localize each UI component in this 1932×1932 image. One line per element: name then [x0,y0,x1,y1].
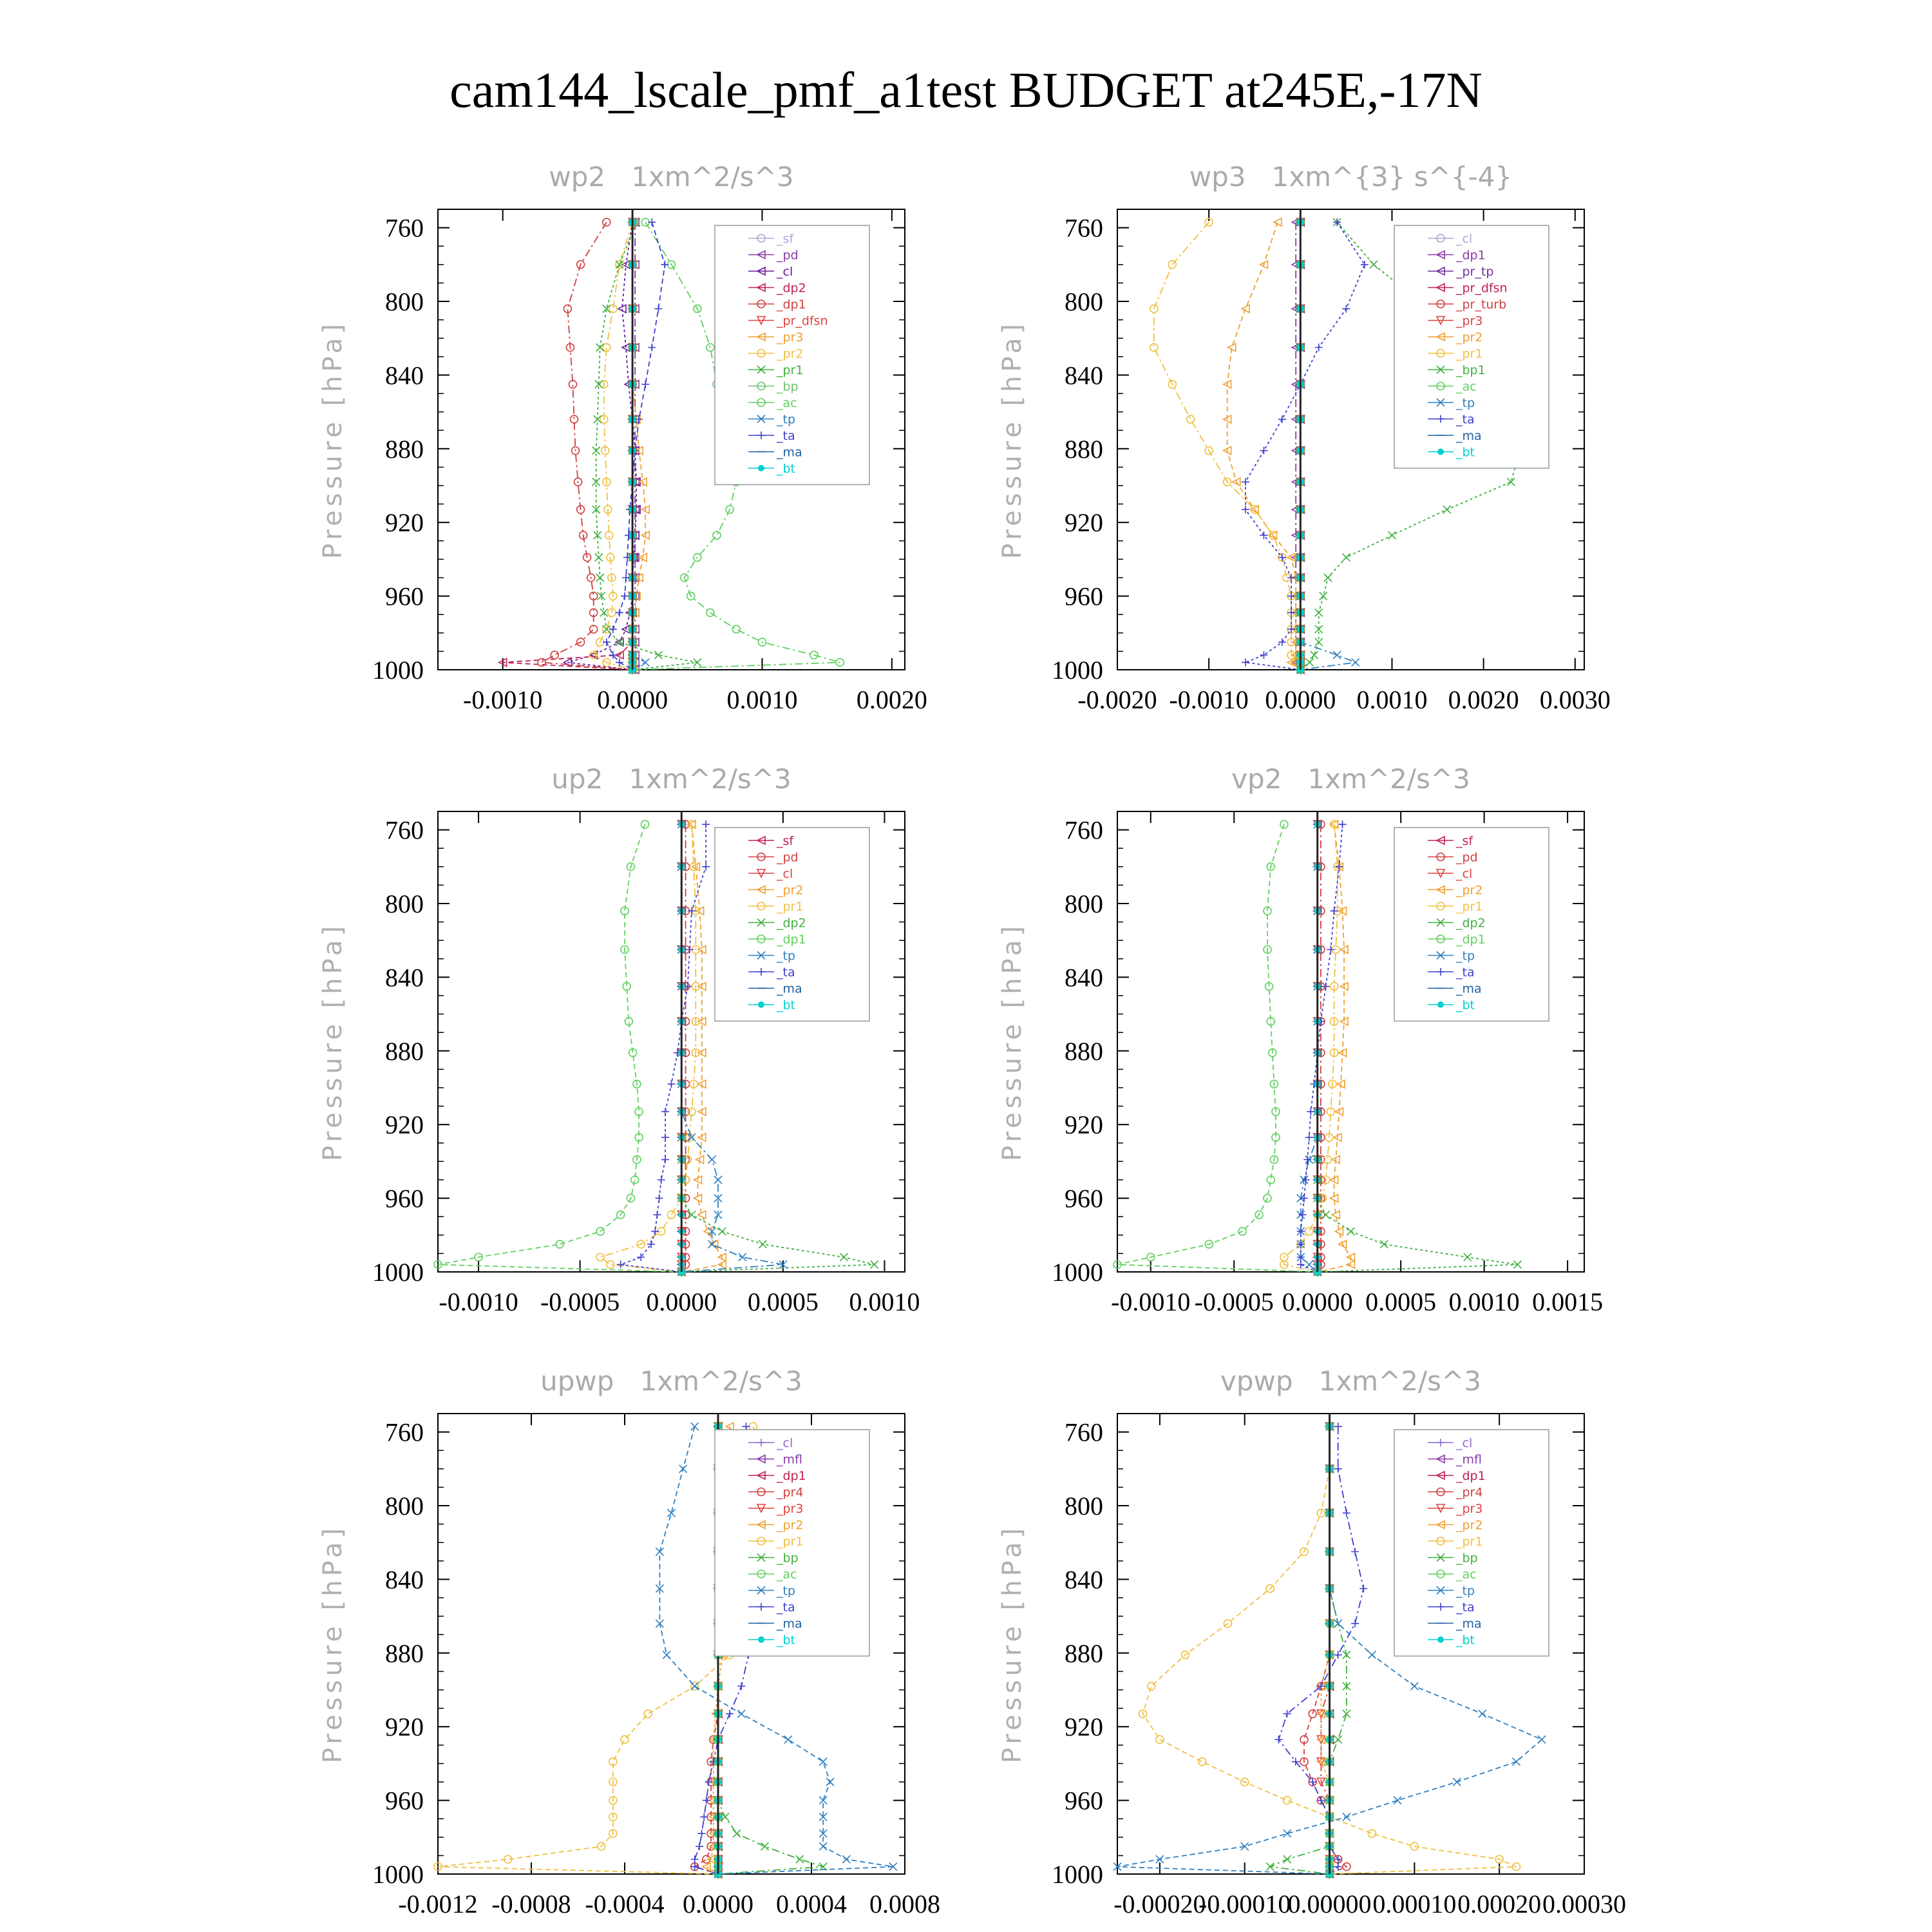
y-tick-label: 840 [1065,1565,1103,1595]
legend-label: _pr2 [777,1518,804,1533]
legend-label: _tp [1456,949,1475,963]
legend-label: _tp [1456,396,1475,410]
y-tick-label: 960 [385,1184,424,1213]
legend-label: _pr4 [1456,1485,1483,1500]
y-tick-label: 920 [385,508,424,538]
data-point [1394,1797,1401,1804]
legend-label: _cl [777,867,793,881]
data-point [1368,1651,1376,1659]
legend-label: _ta [777,429,795,443]
x-tick-label: 0.0005 [747,1287,819,1316]
y-tick-label: 840 [385,963,424,992]
data-point [1351,1620,1359,1627]
y-tick-label: 880 [1065,1036,1103,1066]
legend-label: _pr1 [777,1535,804,1549]
series-pr3 [1317,1423,1333,1878]
data-point [1343,1710,1350,1718]
data-point [1283,1830,1291,1837]
legend-label: _pr2 [777,346,804,361]
legend-label: _bt [777,998,796,1012]
legend-label: _bt [1456,1633,1475,1647]
legend-label: _mfl [777,1452,802,1467]
legend-label: _ta [777,1600,795,1615]
legend-label: _pr_dfsn [777,314,828,328]
x-tick-label: 0.0010 [849,1287,920,1316]
data-point [1351,1548,1359,1556]
legend-label: _pr3 [1456,314,1483,328]
legend-label: _bt [777,462,796,476]
legend-label: _mfl [1456,1452,1482,1467]
legend-label: _pd [777,248,799,263]
data-point [1198,1758,1206,1766]
y-tick-label: 800 [385,889,424,918]
legend-label: _pr2 [1456,330,1483,345]
y-tick-label: 760 [385,815,424,845]
x-tick-label: -0.0004 [585,1889,665,1918]
x-tick-label: -0.0010 [1111,1287,1191,1316]
y-tick-label: 760 [1065,213,1103,243]
legend-label: _pr4 [777,1485,804,1500]
x-tick-label: 0.0004 [776,1889,847,1918]
legend-label: _bp [777,1551,799,1566]
legend-label: _pd [777,850,799,865]
legend-label: _pr_turb [1456,298,1507,312]
legend-label: _pr2 [1456,1518,1483,1533]
data-point [1343,1509,1350,1517]
x-tick-label: 0.0000 [1282,1287,1353,1316]
data-point [1538,1736,1546,1743]
legend-label: _ma [777,1616,802,1631]
subplot-title: wp2 1xm^2/s^3 [549,161,794,193]
y-tick-label: 800 [1065,889,1103,918]
x-tick-label: 0.00020 [1457,1889,1542,1918]
x-tick-label: 0.0000 [646,1287,717,1316]
page-title: cam144_lscale_pmf_a1test BUDGET at245E,-17N [450,62,1482,118]
legend-label: _ma [777,981,802,996]
legend-label: _tp [777,412,796,427]
x-tick-label: 0.00010 [1372,1889,1457,1918]
y-axis-label: Pressure [hPa] [998,1524,1027,1763]
y-tick-label: 1000 [1052,1860,1103,1889]
series-ta [1274,1423,1367,1878]
data-point [1479,1710,1486,1718]
data-point [1334,1736,1342,1743]
legend-label: _dp2 [777,281,806,296]
legend-label: _tp [1456,1584,1475,1598]
legend-label: _bt [1456,998,1475,1012]
y-tick-label: 840 [1065,361,1103,390]
y-tick-label: 920 [1065,508,1103,538]
x-tick-label: 0.0000 [1265,685,1336,714]
y-tick-label: 1000 [372,1258,424,1287]
legend-label: _ma [1456,981,1482,996]
subplot-title: upwp 1xm^2/s^3 [540,1365,802,1397]
subplot-title: vp2 1xm^2/s^3 [1231,763,1470,795]
data-point [1334,1465,1342,1473]
legend-label: _tp [777,949,796,963]
series-line [1270,1426,1347,1874]
y-tick-label: 920 [385,1712,424,1742]
y-tick-label: 760 [385,213,424,243]
x-tick-label: 0.0010 [1356,685,1428,714]
x-tick-label: 0.0010 [726,685,798,714]
legend-label: _ta [1456,965,1475,980]
data-point [1283,1855,1291,1863]
y-tick-label: 920 [385,1110,424,1140]
legend-label: _pr3 [777,330,804,345]
series-line [1279,1426,1364,1874]
y-axis-label: Pressure [hPa] [998,320,1027,559]
legend-label: _pr3 [1456,1502,1483,1516]
data-point [1274,1736,1282,1743]
x-tick-label: -0.00010 [1198,1889,1291,1918]
y-tick-label: 1000 [372,656,424,685]
y-tick-label: 920 [1065,1712,1103,1742]
y-tick-label: 960 [1065,1786,1103,1815]
x-tick-label: 0.0015 [1532,1287,1604,1316]
legend-label: _dp1 [1456,1469,1486,1483]
data-point [1156,1736,1164,1743]
y-tick-label: 840 [385,1565,424,1595]
legend-label: _pr_dfsn [1456,281,1508,296]
series-pr2 [1317,1423,1333,1878]
legend-label: _tp [777,1584,796,1598]
legend [1394,1430,1549,1656]
y-tick-label: 960 [1065,1184,1103,1213]
x-tick-label: 0.0000 [683,1889,753,1918]
x-tick-label: -0.00020 [1113,1889,1206,1918]
data-point [1283,1797,1291,1804]
legend-label: _bp [1456,1551,1478,1566]
x-tick-label: 0.0020 [856,685,927,714]
legend-label: _pr2 [777,883,804,898]
legend-label: _pr3 [777,1502,804,1516]
y-axis-label: Pressure [hPa] [318,922,348,1161]
legend-label: _dp1 [1456,933,1486,947]
legend-label: _ac [777,396,797,410]
legend-label: _cl [1456,1436,1473,1450]
legend-label: _bp1 [1456,363,1486,377]
x-tick-label: -0.0020 [1077,685,1157,714]
x-tick-label: -0.0012 [398,1889,478,1918]
legend-label: _ac [1456,1567,1477,1582]
data-point [1334,1423,1342,1430]
legend-label: _sf [777,834,794,848]
legend-label: _dp1 [777,1469,806,1483]
legend-label: _cl [1456,867,1473,881]
x-tick-label: 0.0000 [597,685,668,714]
subplot-title: wp3 1xm^{3} s^{-4} [1189,161,1513,193]
legend-label: _bp [777,379,799,394]
legend-label: _dp2 [1456,916,1486,931]
legend-label: _sf [1456,834,1473,848]
y-tick-label: 960 [385,582,424,611]
y-axis-label: Pressure [hPa] [318,320,348,559]
data-point [1334,1651,1342,1659]
y-tick-label: 1000 [372,1860,424,1889]
legend-marker [1437,1636,1444,1643]
legend-label: _sf [777,232,794,246]
legend-label: _pr1 [777,900,804,914]
legend-label: _ma [1456,1616,1482,1631]
x-tick-label: 0.0010 [1448,1287,1520,1316]
x-tick-label: -0.0010 [1169,685,1249,714]
x-tick-label: -0.0005 [1194,1287,1274,1316]
y-tick-label: 840 [1065,963,1103,992]
x-tick-label: -0.0010 [463,685,543,714]
x-tick-label: 0.0030 [1539,685,1611,714]
legend-label: _ac [777,1567,797,1582]
y-tick-label: 800 [1065,1492,1103,1520]
y-tick-label: 840 [385,361,424,390]
y-tick-label: 880 [385,434,424,464]
legend-label: _cl [1456,232,1473,246]
x-tick-label: -0.0005 [540,1287,620,1316]
legend-label: _ta [1456,1600,1475,1615]
legend-label: _pr1 [1456,1535,1483,1549]
y-tick-label: 920 [1065,1110,1103,1140]
y-tick-label: 800 [385,1492,424,1520]
y-tick-label: 880 [385,1638,424,1668]
data-point [1343,1813,1350,1821]
y-tick-label: 880 [1065,1638,1103,1668]
legend-label: _bt [777,1633,796,1647]
legend-label: _pr1 [1456,346,1483,361]
y-axis-label: Pressure [hPa] [998,922,1027,1161]
y-tick-label: 800 [385,287,424,316]
legend-label: _ma [777,445,802,460]
x-tick-label: 0.0005 [1365,1287,1437,1316]
y-tick-label: 1000 [1052,656,1103,685]
legend-label: _cl [777,1436,793,1450]
data-point [1148,1682,1155,1690]
y-tick-label: 760 [385,1417,424,1447]
y-tick-label: 760 [1065,1417,1103,1447]
data-point [1334,1620,1342,1627]
subplot-title: vpwp 1xm^2/s^3 [1220,1365,1481,1397]
subplot-title: up2 1xm^2/s^3 [551,763,791,795]
legend-label: _cl [777,265,793,279]
y-tick-label: 880 [1065,434,1103,464]
data-point [1359,1585,1367,1593]
legend-label: _ta [777,965,795,980]
data-point [1453,1778,1461,1786]
data-point [1513,1758,1520,1766]
series-pr4 [1300,1423,1350,1878]
y-tick-label: 960 [1065,582,1103,611]
x-tick-label: -0.0008 [491,1889,571,1918]
y-axis-label: Pressure [hPa] [318,1524,348,1763]
legend-label: _dp1 [777,298,806,312]
y-tick-label: 760 [1065,815,1103,845]
y-tick-label: 960 [385,1786,424,1815]
x-tick-label: 0.0008 [869,1889,940,1918]
legend-label: _ma [1456,429,1482,443]
x-tick-label: 0.0020 [1448,685,1519,714]
y-tick-label: 880 [385,1036,424,1066]
x-tick-label: 0.00030 [1542,1889,1626,1918]
legend-label: _ta [1456,412,1475,427]
legend-label: _pr1 [1456,900,1483,914]
y-tick-label: 1000 [1052,1258,1103,1287]
legend-label: _dp1 [777,933,806,947]
data-point [1343,1651,1350,1659]
legend-label: _ac [1456,379,1477,394]
legend-label: _pd [1456,850,1478,865]
y-tick-label: 800 [1065,287,1103,316]
legend-label: _pr_tp [1456,265,1494,279]
series-bp [1266,1423,1350,1878]
legend-label: _dp1 [1456,248,1486,263]
data-point [1368,1830,1376,1837]
legend-label: _pr1 [777,363,804,377]
data-point [1410,1682,1418,1690]
x-tick-label: -0.0010 [439,1287,518,1316]
legend-label: _bt [1456,445,1475,460]
x-tick-label: 0.00000 [1287,1889,1372,1918]
legend-label: _dp2 [777,916,806,931]
legend-label: _pr2 [1456,883,1483,898]
